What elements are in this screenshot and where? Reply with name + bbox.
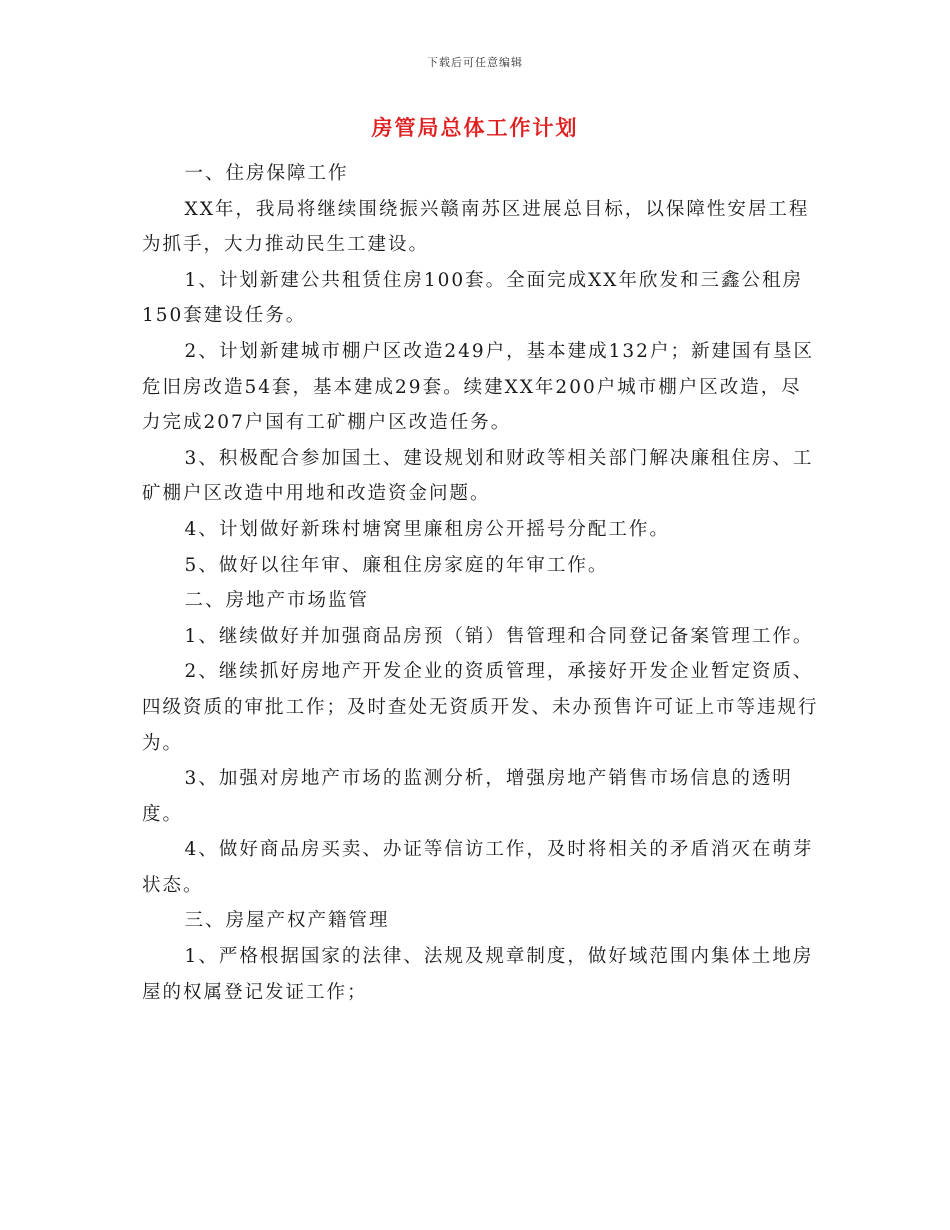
paragraph-item-2: 2、计划新建城市棚户区改造249户，基本建成132户；新建国有垦区危旧房改造54套，基本建成29套。续建XX年200户城市棚户区改造，尽力完成207户国有工矿棚户区改造任务。	[142, 340, 814, 434]
section-heading-housing-security: 一、住房保障工作	[184, 163, 349, 184]
paragraph-property-1: 1、严格根据国家的法律、法规及规章制度，做好域范围内集体土地房屋的权属登记发证工作；	[142, 946, 814, 1003]
document-body	[142, 156, 822, 1010]
section-heading-market-supervision: 二、房地产市场监管	[184, 590, 370, 612]
header-note: 下载后可任意编辑	[427, 56, 523, 69]
paragraph-market-2: 2、继续抓好房地产开发企业的资质管理，承接好开发企业暂定资质、四级资质的审批工作；及时查处无资质开发、未办预售许可证上市等违规行为。	[142, 661, 819, 754]
paragraph-market-3: 3、加强对房地产市场的监测分析，增强房地产销售市场信息的透明度。	[142, 768, 793, 825]
document-title: 房管局总体工作计划	[371, 116, 579, 140]
paragraph-item-5: 5、做好以往年审、廉租住房家庭的年审工作。	[184, 554, 609, 576]
paragraph-item-4: 4、计划做好新珠村塘窝里廉租房公开摇号分配工作。	[184, 518, 670, 540]
paragraph-intro: XX年，我局将继续围绕振兴赣南苏区进展总目标，以保障性安居工程为抓手，大力推动民生工建设。	[142, 198, 810, 256]
paragraph-item-1: 1、计划新建公共租赁住房100套。全面完成XX年欣发和三鑫公租房150套建设任务。	[142, 269, 803, 327]
paragraph-market-1: 1、继续做好并加强商品房预（销）售管理和合同登记备案管理工作。	[184, 625, 814, 647]
paragraph-item-3: 3、积极配合参加国土、建设规划和财政等相关部门解决廉租住房、工矿棚户区改造中用地和改造资金问题。	[142, 447, 814, 505]
section-heading-property-rights: 三、房屋产权产籍管理	[184, 910, 390, 932]
paragraph-market-4: 4、做好商品房买卖、办证等信访工作，及时将相关的矛盾消灭在萌芽状态。	[142, 839, 814, 896]
